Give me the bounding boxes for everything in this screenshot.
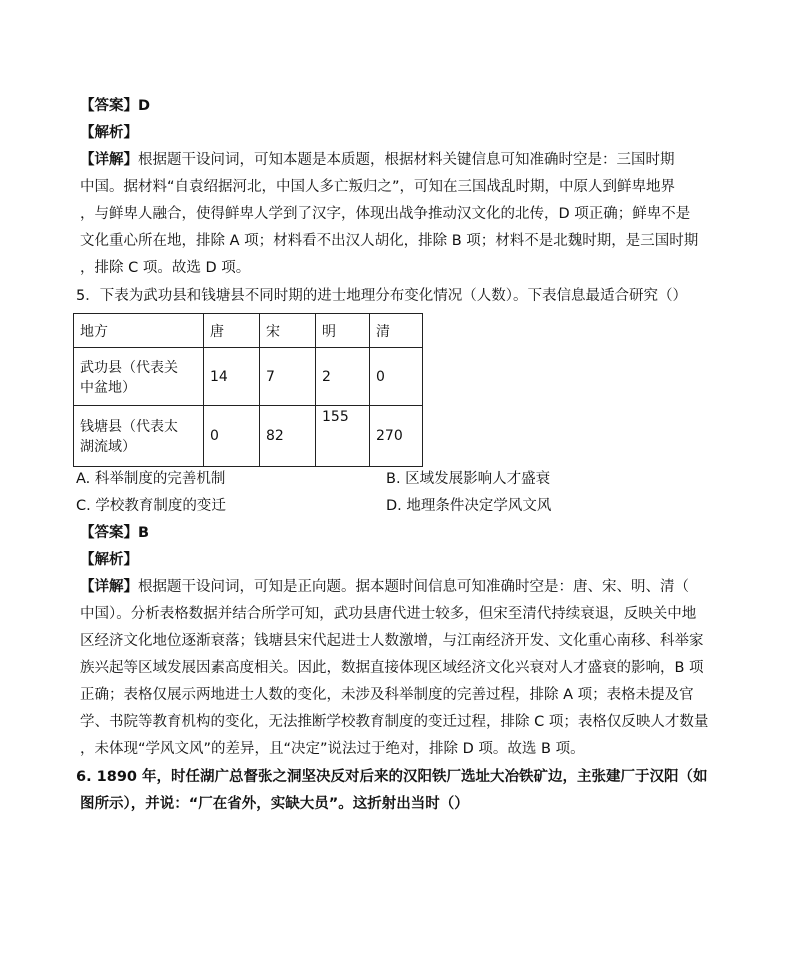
table-cell: 14 — [204, 348, 260, 406]
table-cell: 2 — [316, 348, 370, 406]
table-cell: 270 — [370, 406, 423, 467]
data-table — [73, 313, 423, 467]
table-cell-place — [74, 406, 204, 467]
detail-line-5: ，排除 C 项。故选 D 项。 — [80, 260, 251, 276]
answer-line — [80, 96, 150, 116]
answer-value: B — [138, 525, 150, 541]
answer-line — [80, 523, 149, 543]
question-stem: 5．下表为武功县和钱塘县不同时期的进士地理分布变化情况（人数）。下表信息最适合研究（） — [76, 288, 687, 304]
detail-line-2: 中国。据材料“自袁绍据河北，中国人多亡叛归之”，可知在三国战乱时期，中原人到鲜卑地界 — [80, 179, 676, 195]
place-line-2: 中盆地） — [80, 379, 136, 396]
table-cell: 7 — [260, 348, 316, 406]
detail-text: 根据题干设问词，可知本题是本质题，根据材料关键信息可知准确时空是：三国时期 — [138, 152, 675, 168]
detail-text: 根据题干设问词，可知是正向题。据本题时间信息可知准确时空是：唐、宋、明、清（ — [138, 579, 689, 595]
answer-tag: 【答案】 — [80, 98, 138, 114]
question-6-line-2: 图所示），并说：“厂在省外，实缺大员”。这折射出当时（） — [80, 796, 469, 812]
table-header-row — [74, 314, 423, 348]
analysis-tag: 【解析】 — [80, 125, 138, 141]
detail-line-1 — [80, 577, 689, 597]
table-row — [74, 406, 423, 467]
detail-line-6: 学、书院等教育机构的变化，无法推断学校教育制度的变迁过程，排除 C 项；表格仅反映人才数量 — [80, 714, 709, 730]
detail-line-1 — [80, 150, 675, 170]
table-cell-place — [74, 348, 204, 406]
table-header-cell: 地方 — [74, 314, 204, 348]
table-row — [74, 348, 423, 406]
table-header-cell: 明 — [316, 314, 370, 348]
table-header-cell: 唐 — [204, 314, 260, 348]
detail-tag: 【详解】 — [80, 579, 138, 595]
place-line-2: 湖流域） — [80, 439, 136, 455]
table-cell: 0 — [204, 406, 260, 467]
answer-value: D — [138, 98, 151, 114]
detail-tag: 【详解】 — [80, 152, 138, 168]
table-header-cell: 清 — [370, 314, 423, 348]
question-6-line-1: 6. 1890 年，时任湖广总督张之洞坚决反对后来的汉阳铁厂选址大冶铁矿边，主张建厂于汉阳（如 — [76, 769, 708, 785]
table-cell: 155 — [316, 406, 370, 467]
option-b: B. 区域发展影响人才盛衰 — [386, 471, 551, 487]
table-header-cell: 宋 — [260, 314, 316, 348]
option-a: A. 科举制度的完善机制 — [76, 471, 226, 487]
place-line-1: 钱塘县（代表太 — [80, 419, 178, 435]
answer-tag: 【答案】 — [80, 525, 138, 541]
option-d: D. 地理条件决定学风文风 — [386, 498, 552, 514]
detail-line-4: 族兴起等区域发展因素高度相关。因此，数据直接体现区域经济文化兴衰对人才盛衰的影响，B 项 — [80, 660, 704, 676]
detail-line-7: ，未体现“学风文风”的差异，且“决定”说法过于绝对，排除 D 项。故选 B 项。 — [80, 741, 585, 757]
analysis-tag: 【解析】 — [80, 552, 138, 568]
detail-line-3: ，与鲜卑人融合，使得鲜卑人学到了汉字，体现出战争推动汉文化的北传，D 项正确；鲜卑不是 — [80, 206, 691, 222]
detail-line-4: 文化重心所在地，排除 A 项；材料看不出汉人胡化，排除 B 项；材料不是北魏时期，是三国时期 — [80, 233, 699, 249]
detail-line-2: 中国）。分析表格数据并结合所学可知，武功县唐代进士较多，但宋至清代持续衰退，反映关中地 — [80, 606, 697, 622]
table-cell: 0 — [370, 348, 423, 406]
place-line-1: 武功县（代表关 — [80, 359, 178, 376]
table-cell: 82 — [260, 406, 316, 467]
option-c: C. 学校教育制度的变迁 — [76, 498, 226, 514]
detail-line-5: 正确；表格仅展示两地进士人数的变化，未涉及科举制度的完善过程，排除 A 项；表格未提及官 — [80, 687, 694, 703]
detail-line-3: 区经济文化地位逐渐衰落；钱塘县宋代起进士人数激增，与江南经济开发、文化重心南移、科举家 — [80, 633, 704, 649]
